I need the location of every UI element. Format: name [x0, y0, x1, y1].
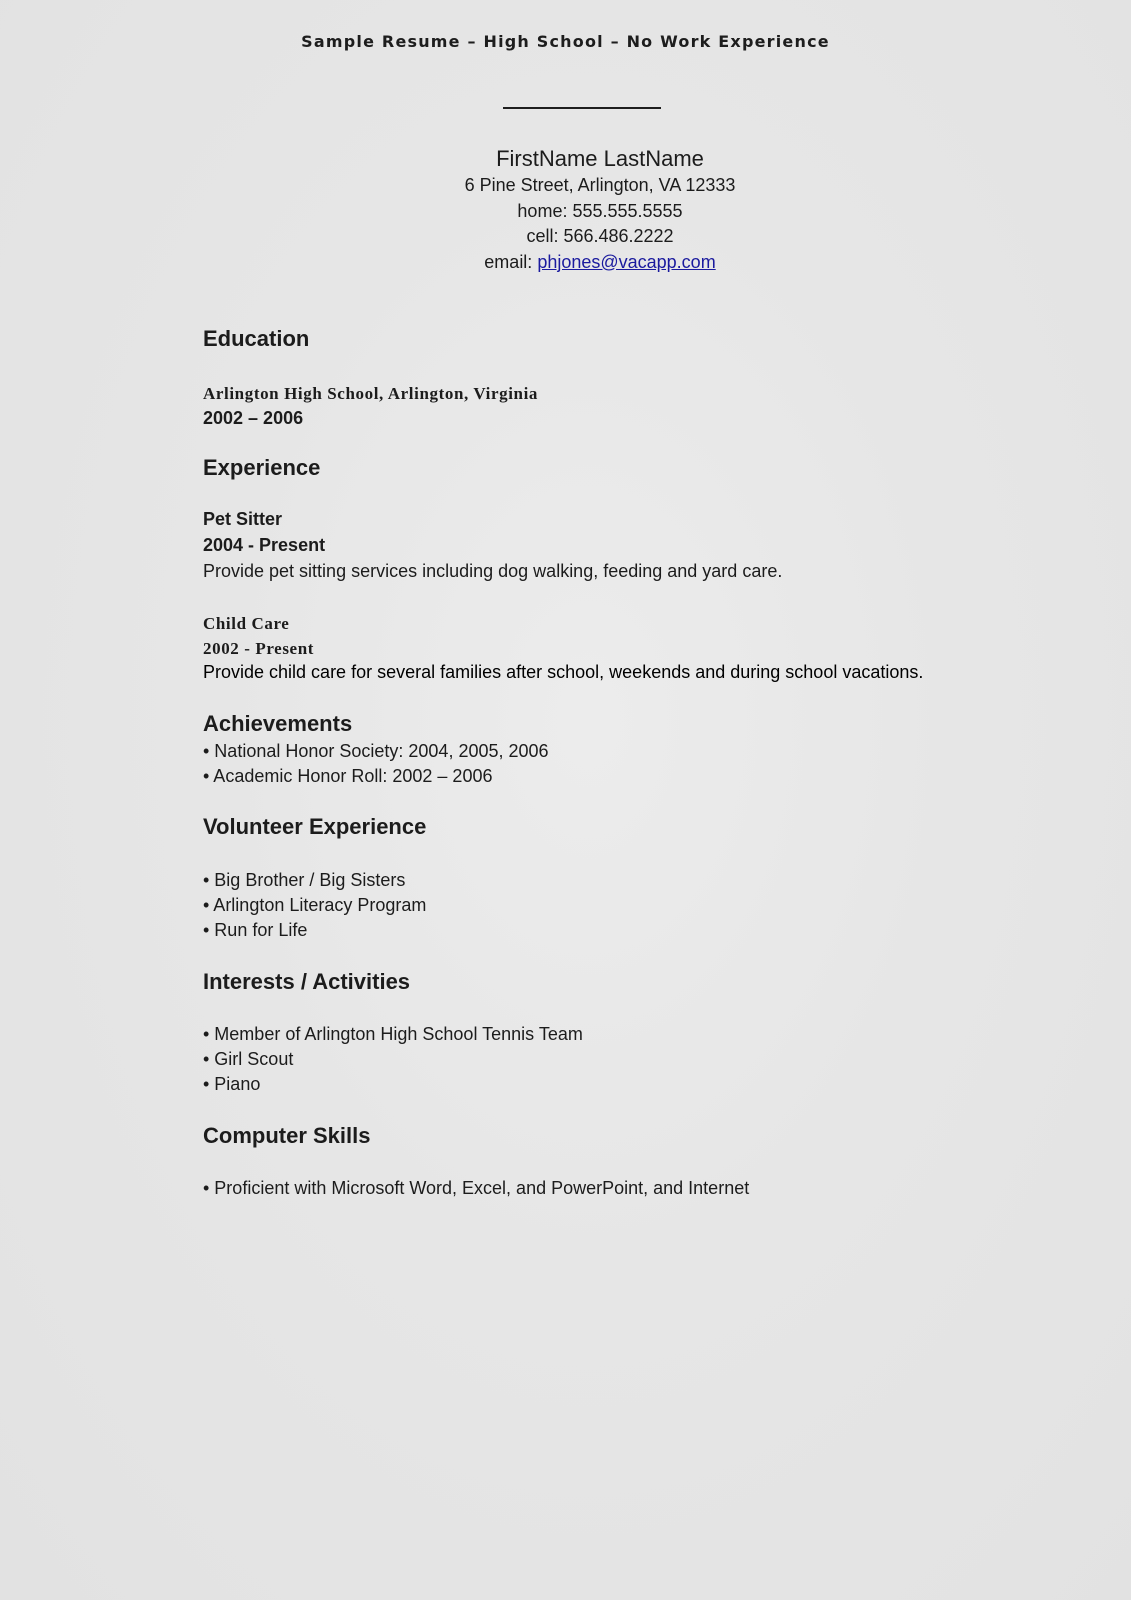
home-phone: home: 555.555.5555: [517, 200, 683, 221]
job-description: Provide child care for several families after school, weekends and during school vacations.: [203, 662, 924, 682]
education-heading: Education: [203, 326, 310, 351]
list-item: • Academic Honor Roll: 2002 – 2006: [203, 766, 493, 786]
job-title: Pet Sitter: [203, 509, 283, 529]
job-dates: 2002 - Present: [203, 639, 315, 658]
list-item: • Big Brother / Big Sisters: [203, 870, 406, 890]
document-title: Sample Resume – High School – No Work Experience: [301, 32, 830, 51]
list-item: • Proficient with Microsoft Word, Excel, and PowerPoint, and Internet: [203, 1178, 750, 1198]
interests-heading: Interests / Activities: [203, 969, 411, 994]
list-item: • Piano: [203, 1074, 261, 1094]
job-dates: 2004 - Present: [203, 535, 326, 555]
cell-phone: cell: 566.486.2222: [526, 226, 674, 246]
volunteer-heading: Volunteer Experience: [203, 814, 427, 839]
list-item: • Member of Arlington High School Tennis Team: [203, 1024, 583, 1044]
email-line: [300, 250, 900, 276]
signature-line: [503, 107, 661, 109]
job-description: Provide pet sitting services including dog walking, feeding and yard care.: [203, 561, 783, 581]
achievements-heading: Achievements: [203, 711, 353, 736]
applicant-name: FirstName LastName: [496, 146, 704, 171]
list-item: • Run for Life: [203, 920, 308, 940]
school-name: Arlington High School, Arlington, Virginia: [203, 384, 539, 403]
list-item: • National Honor Society: 2004, 2005, 2006: [203, 741, 549, 761]
email-label: email:: [484, 251, 538, 272]
list-item: • Girl Scout: [203, 1049, 294, 1069]
contact-header: [300, 145, 900, 275]
address-line: 6 Pine Street, Arlington, VA 12333: [464, 175, 736, 195]
school-years: 2002 – 2006: [203, 408, 304, 428]
experience-heading: Experience: [203, 455, 321, 480]
email-link[interactable]: phjones@vacapp.com: [537, 251, 716, 272]
job-title: Child Care: [203, 614, 290, 633]
list-item: • Arlington Literacy Program: [203, 895, 427, 915]
computer-skills-heading: Computer Skills: [203, 1123, 371, 1148]
